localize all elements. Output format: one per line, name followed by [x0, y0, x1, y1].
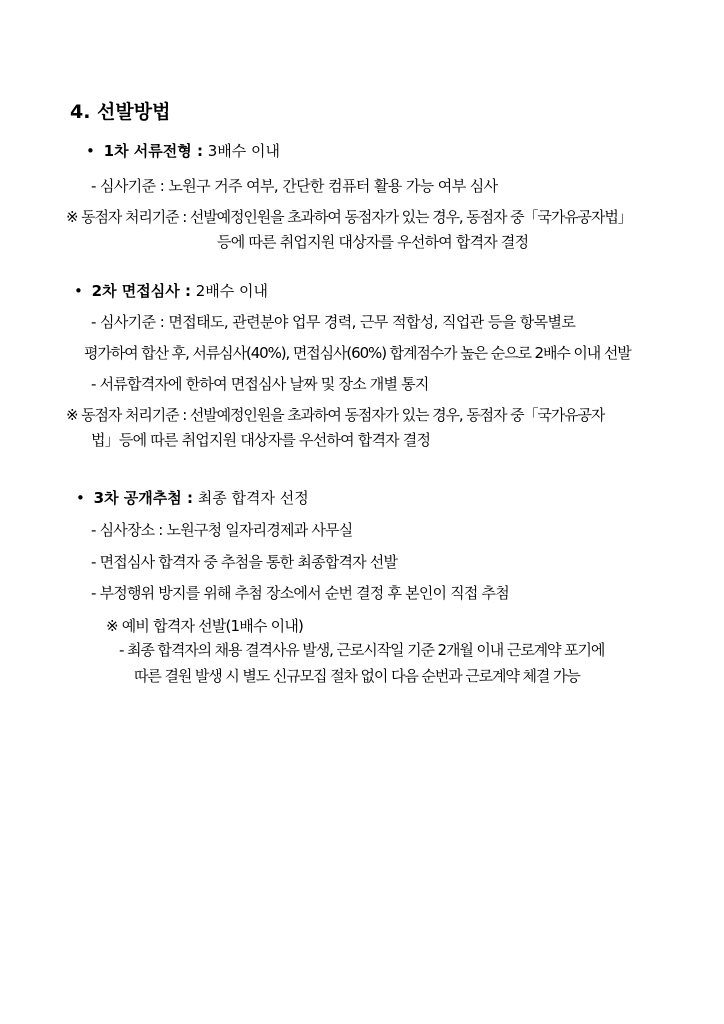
stage1-detail: 3배수 이내 [207, 142, 281, 160]
stage3-venue: - 심사장소 : 노원구청 일자리경제과 사무실 [91, 521, 353, 539]
stage3-final-selection: - 면접심사 합격자 중 추첨을 통한 최종합격자 선발 [91, 553, 398, 571]
stage2-heading-row [74, 281, 268, 301]
section-title: 4. 선발방법 [70, 101, 171, 123]
stage3-heading: 3차 공개추첨 : [93, 489, 193, 507]
stage2-notice: - 서류합격자에 한하여 면접심사 날짜 및 장소 개별 통지 [91, 375, 429, 393]
stage1-criteria: - 심사기준 : 노원구 거주 여부, 간단한 컴퓨터 활용 가능 여부 심사 [91, 177, 498, 195]
bullet-icon: • [76, 489, 85, 507]
stage1-heading-row [86, 141, 280, 161]
stage3-reserve-line1: - 최종 합격자의 채용 결격사유 발생, 근로시작일 기준 2개월 이내 근로계약 포기에 [119, 641, 605, 659]
bullet-icon: • [74, 282, 83, 300]
stage3-detail: 최종 합격자 선정 [197, 489, 309, 507]
stage2-criteria-line1: - 심사기준 : 면접태도, 관련분야 업무 경력, 근무 적합성, 직업관 등을 항목별로 [91, 313, 576, 331]
stage3-reserve-line2: 따른 결원 발생 시 별도 신규모집 절차 없이 다음 순번과 근로계약 체결 가능 [134, 667, 580, 685]
stage1-tie-rule-line1: ※ 동점자 처리기준 : 선발예정인원을 초과하여 동점자가 있는 경우, 동점자 중「국가유공자법」 [66, 208, 632, 226]
stage2-detail: 2배수 이내 [195, 282, 269, 300]
stage2-tie-rule-line1: ※ 동점자 처리기준 : 선발예정인원을 초과하여 동점자가 있는 경우, 동점자 중「국가유공자 [66, 406, 605, 424]
stage2-criteria-line2: 평가하여 합산 후, 서류심사(40%), 면접심사(60%) 합계점수가 높은 순으로 2배수 이내 선발 [84, 344, 631, 362]
stage3-fraud-prevention: - 부정행위 방지를 위해 추첨 장소에서 순번 결정 후 본인이 직접 추첨 [91, 584, 509, 602]
stage3-reserve-heading: ※ 예비 합격자 선발(1배수 이내) [106, 617, 304, 635]
stage2-tie-rule-line2: 법」등에 따른 취업지원 대상자를 우선하여 합격자 결정 [91, 431, 431, 449]
stage1-heading: 1차 서류전형 : [103, 142, 203, 160]
stage1-tie-rule-line2: 등에 따른 취업지원 대상자를 우선하여 합격자 결정 [217, 233, 529, 251]
stage2-heading: 2차 면접심사 : [91, 282, 191, 300]
stage3-heading-row [76, 488, 309, 508]
bullet-icon: • [86, 142, 95, 160]
